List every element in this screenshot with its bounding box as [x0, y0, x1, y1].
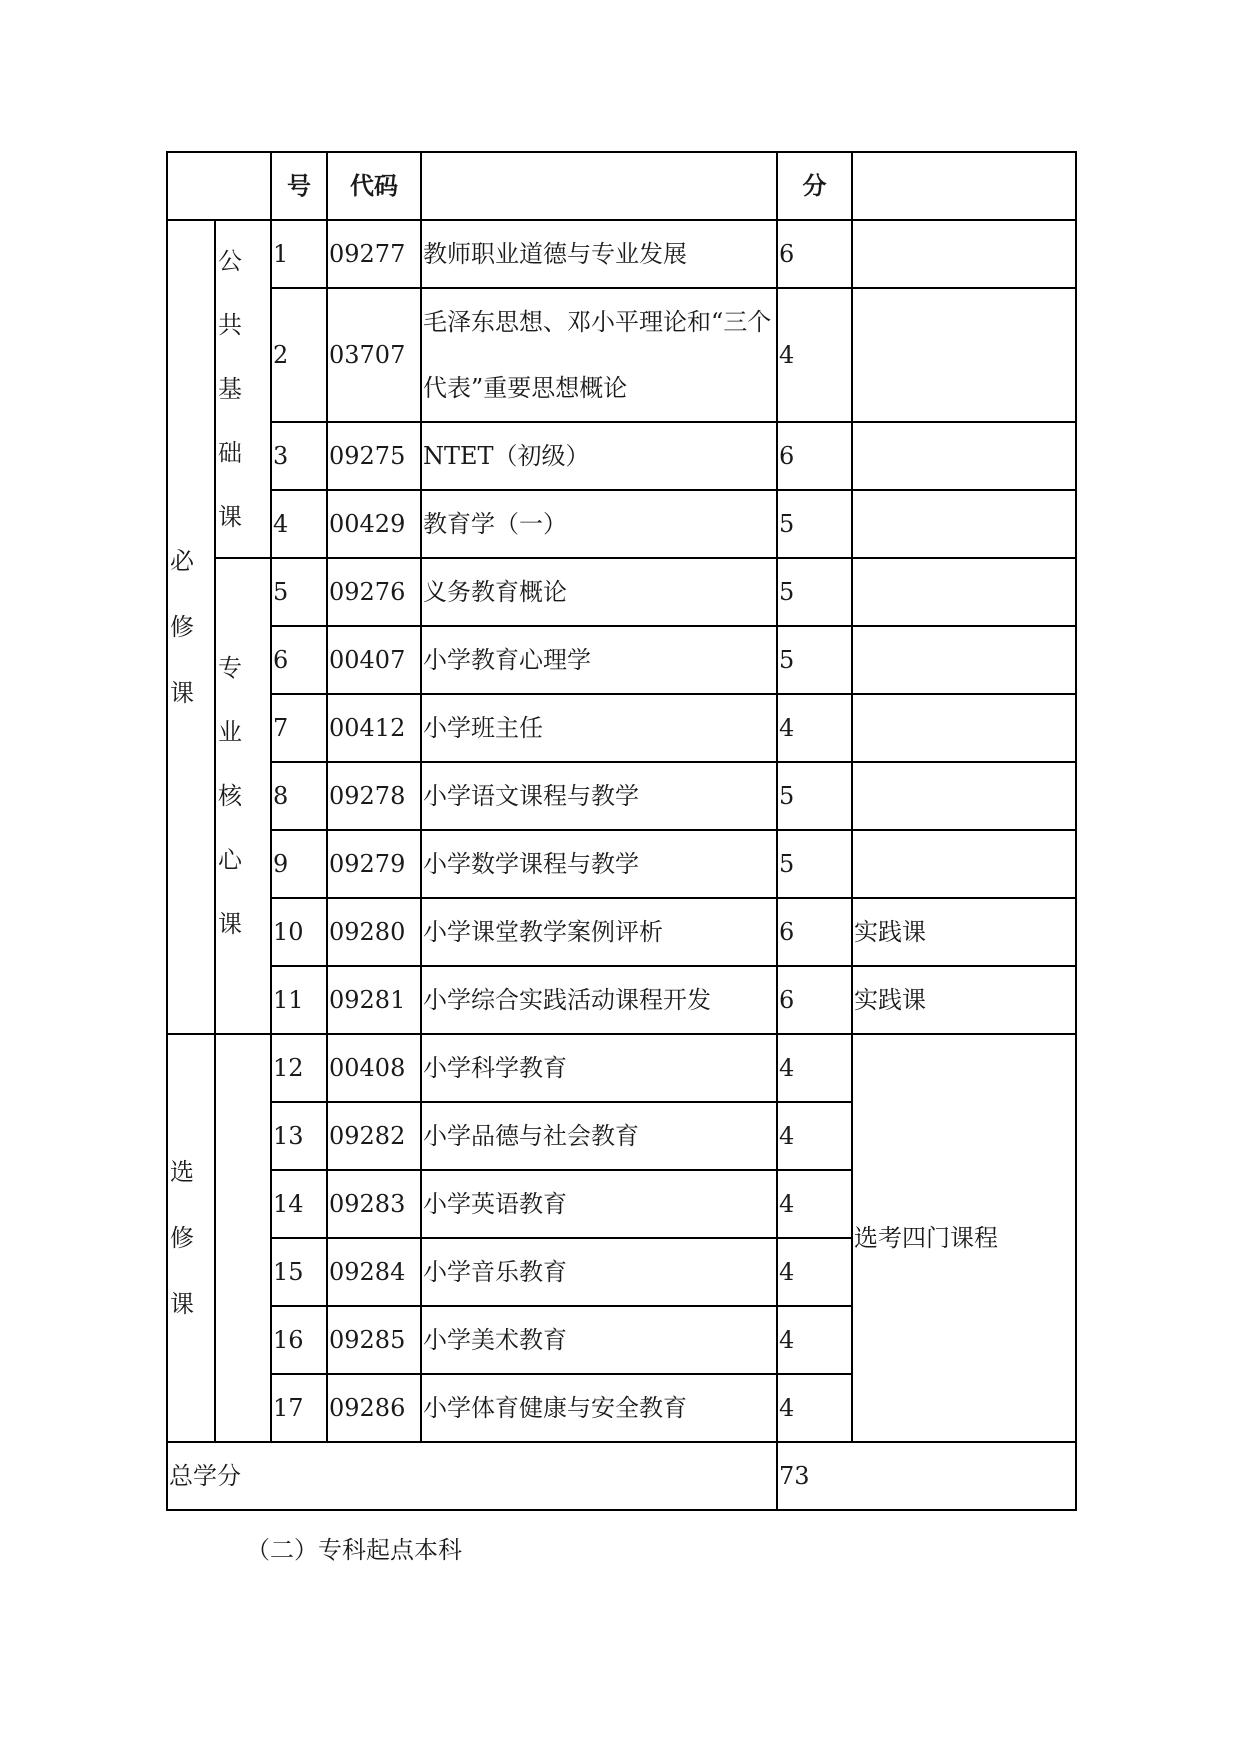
cell-name: 小学课堂教学案例评析 [421, 898, 777, 966]
cell-no: 6 [271, 626, 327, 694]
table-row [167, 966, 1076, 1034]
cell-name: NTET（初级） [421, 422, 777, 490]
cell-credit: 5 [777, 830, 852, 898]
cell-no: 5 [271, 558, 327, 626]
total-row [167, 1442, 1076, 1510]
cell-credit: 4 [777, 1034, 852, 1102]
cell-code: 09281 [327, 966, 421, 1034]
cell-credit: 4 [777, 1102, 852, 1170]
cell-code: 09278 [327, 762, 421, 830]
cell-no: 13 [271, 1102, 327, 1170]
table-row [167, 898, 1076, 966]
cell-note [852, 288, 1076, 422]
cell-no: 7 [271, 694, 327, 762]
table-row [167, 288, 1076, 422]
cell-credit: 5 [777, 558, 852, 626]
header-credit: 分 [777, 152, 852, 220]
cell-no: 12 [271, 1034, 327, 1102]
table-row [167, 220, 1076, 288]
cell-note [852, 490, 1076, 558]
cell-note [852, 422, 1076, 490]
group-elective [215, 1034, 271, 1442]
table-row [167, 558, 1076, 626]
cell-code: 09284 [327, 1238, 421, 1306]
cell-credit: 6 [777, 220, 852, 288]
cell-no: 14 [271, 1170, 327, 1238]
cell-no: 3 [271, 422, 327, 490]
cell-code: 03707 [327, 288, 421, 422]
cell-name: 小学品德与社会教育 [421, 1102, 777, 1170]
cell-credit: 4 [777, 1374, 852, 1442]
table-row [167, 490, 1076, 558]
cell-code: 00408 [327, 1034, 421, 1102]
cell-code: 00429 [327, 490, 421, 558]
cell-name: 义务教育概论 [421, 558, 777, 626]
cell-code: 09286 [327, 1374, 421, 1442]
cell-no: 8 [271, 762, 327, 830]
cell-note [852, 830, 1076, 898]
cell-code: 09276 [327, 558, 421, 626]
cell-credit: 5 [777, 490, 852, 558]
cell-note [852, 694, 1076, 762]
cell-name: 毛泽东思想、邓小平理论和“三个代表”重要思想概论 [421, 288, 777, 422]
cell-no: 11 [271, 966, 327, 1034]
cell-code: 00407 [327, 626, 421, 694]
category-elective: 选修课 [167, 1034, 215, 1442]
cell-note [852, 558, 1076, 626]
cell-note [852, 762, 1076, 830]
cell-credit: 6 [777, 422, 852, 490]
table-row [167, 1034, 1076, 1102]
cell-name: 小学音乐教育 [421, 1238, 777, 1306]
cell-name: 小学美术教育 [421, 1306, 777, 1374]
cell-credit: 4 [777, 1306, 852, 1374]
cell-credit: 4 [777, 1238, 852, 1306]
cell-code: 09285 [327, 1306, 421, 1374]
header-category [167, 152, 271, 220]
cell-no: 17 [271, 1374, 327, 1442]
cell-name: 教育学（一） [421, 490, 777, 558]
group-core: 专业核心课 [215, 558, 271, 1034]
course-table [166, 151, 1077, 1511]
cell-credit: 6 [777, 966, 852, 1034]
header-no: 号 [271, 152, 327, 220]
table-row [167, 626, 1076, 694]
table-row [167, 422, 1076, 490]
header-code: 代码 [327, 152, 421, 220]
header-row [167, 152, 1076, 220]
cell-no: 2 [271, 288, 327, 422]
cell-no: 1 [271, 220, 327, 288]
cell-no: 9 [271, 830, 327, 898]
cell-code: 09279 [327, 830, 421, 898]
cell-name: 小学体育健康与安全教育 [421, 1374, 777, 1442]
cell-code: 09275 [327, 422, 421, 490]
table-row [167, 762, 1076, 830]
total-value: 73 [777, 1442, 1076, 1510]
cell-name: 小学语文课程与教学 [421, 762, 777, 830]
elective-note: 选考四门课程 [852, 1034, 1076, 1442]
group-public: 公共基础课 [215, 220, 271, 558]
table-row [167, 694, 1076, 762]
cell-note: 实践课 [852, 966, 1076, 1034]
header-note [852, 152, 1076, 220]
cell-no: 15 [271, 1238, 327, 1306]
cell-code: 09283 [327, 1170, 421, 1238]
cell-no: 16 [271, 1306, 327, 1374]
cell-credit: 4 [777, 288, 852, 422]
cell-note [852, 626, 1076, 694]
cell-credit: 5 [777, 626, 852, 694]
cell-code: 09277 [327, 220, 421, 288]
cell-note: 实践课 [852, 898, 1076, 966]
header-name [421, 152, 777, 220]
cell-name: 小学综合实践活动课程开发 [421, 966, 777, 1034]
cell-credit: 4 [777, 694, 852, 762]
cell-code: 09280 [327, 898, 421, 966]
cell-note [852, 220, 1076, 288]
category-required: 必修课 [167, 220, 215, 1034]
cell-no: 4 [271, 490, 327, 558]
total-label: 总学分 [167, 1442, 777, 1510]
section-heading: （二）专科起点本科 [246, 1536, 462, 1564]
cell-no: 10 [271, 898, 327, 966]
cell-name: 小学教育心理学 [421, 626, 777, 694]
cell-name: 教师职业道德与专业发展 [421, 220, 777, 288]
cell-code: 09282 [327, 1102, 421, 1170]
table-row [167, 830, 1076, 898]
cell-name: 小学英语教育 [421, 1170, 777, 1238]
cell-name: 小学数学课程与教学 [421, 830, 777, 898]
cell-name: 小学班主任 [421, 694, 777, 762]
cell-credit: 6 [777, 898, 852, 966]
cell-code: 00412 [327, 694, 421, 762]
cell-name: 小学科学教育 [421, 1034, 777, 1102]
cell-credit: 5 [777, 762, 852, 830]
cell-credit: 4 [777, 1170, 852, 1238]
